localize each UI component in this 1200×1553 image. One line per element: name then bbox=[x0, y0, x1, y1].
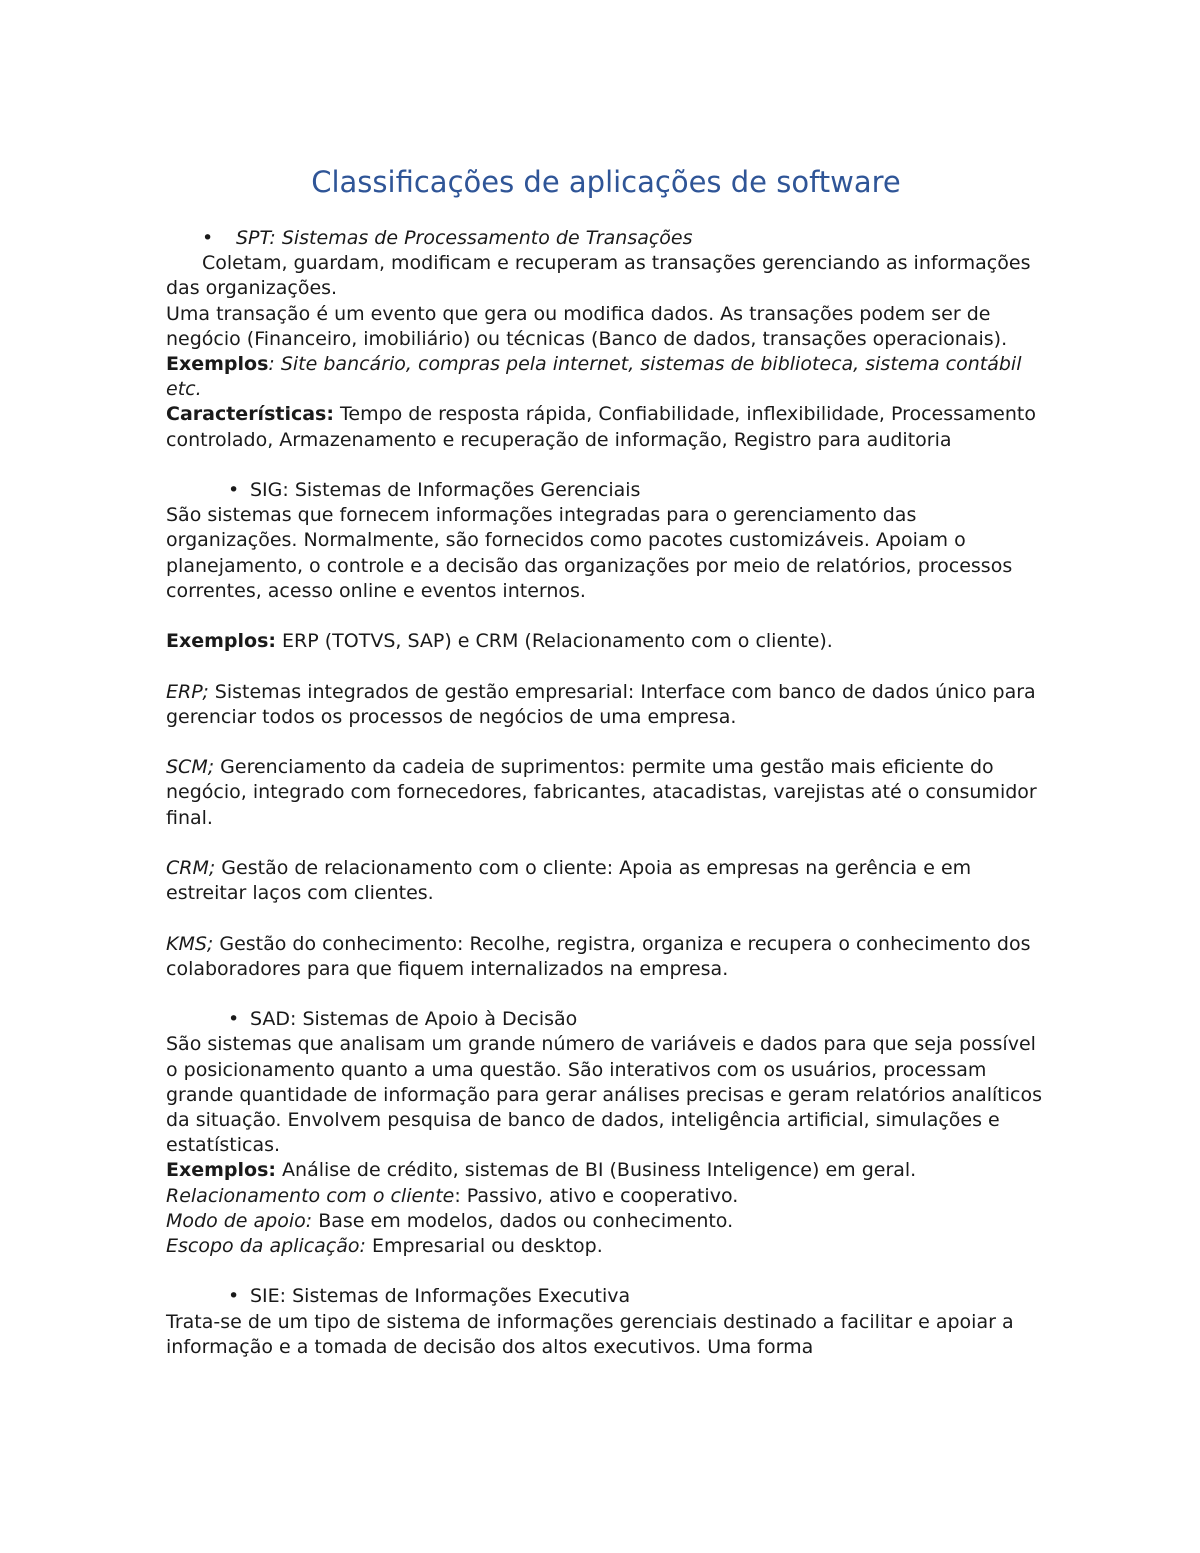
sad-modo bbox=[166, 1209, 1046, 1234]
sad-relacionamento bbox=[166, 1184, 1046, 1209]
sad-escopo-text: Empresarial ou desktop. bbox=[365, 1235, 603, 1258]
sie-paragraph-1: Trata-se de um tipo de sistema de informações gerenciais destinado a facilitar e apoiar a informação e a tomada de decisão dos altos executivos. Uma forma bbox=[166, 1310, 1014, 1358]
spt-heading bbox=[166, 226, 1046, 251]
sad-modo-text: Base em modelos, dados ou conhecimento. bbox=[312, 1209, 734, 1232]
sie-heading bbox=[166, 1284, 1046, 1309]
sad-heading bbox=[166, 1007, 1046, 1032]
spt-paragraph-1: Coletam, guardam, modificam e recuperam as transações gerenciando as informações das organizações. bbox=[166, 252, 1031, 300]
sad-escopo-label: Escopo da aplicação: bbox=[166, 1235, 366, 1258]
spt-features-text: Tempo de resposta rápida, Confiabilidade, inflexibilidade, Processamento controlado, Armazenamento e recuperação de informação, Registro para auditoria bbox=[166, 403, 1036, 451]
spt-paragraph-2: Uma transação é um evento que gera ou modifica dados. As transações podem ser de negócio (Financeiro, imobiliário) ou técnicas (Banco de dados, transações operacionais). bbox=[166, 302, 1008, 350]
sig-crm bbox=[166, 856, 1046, 906]
bullet-icon: • bbox=[228, 479, 240, 502]
sad-rel-text: : Passivo, ativo e cooperativo. bbox=[454, 1184, 739, 1207]
sig-scm-label: SCM; bbox=[166, 756, 215, 779]
sig-scm-text: Gerenciamento da cadeia de suprimentos: permite uma gestão mais eficiente do negócio, integrado com fornecedores, fabricantes, atacadistas, varejistas até o consumidor final. bbox=[166, 756, 1037, 829]
sig-heading bbox=[166, 478, 1046, 503]
sig-erp bbox=[166, 680, 1046, 730]
sig-scm bbox=[166, 755, 1046, 831]
sig-examples-text: ERP (TOTVS, SAP) e CRM (Relacionamento com o cliente). bbox=[276, 630, 833, 653]
sad-rel-label: Relacionamento com o cliente bbox=[166, 1184, 455, 1207]
spt-examples bbox=[166, 352, 1046, 402]
bullet-icon: • bbox=[202, 227, 214, 249]
sad-modo-label: Modo de apoio: bbox=[166, 1209, 313, 1232]
sig-crm-text: Gestão de relacionamento com o cliente: Apoia as empresas na gerência e em estreitar laços com clientes. bbox=[166, 857, 972, 905]
sad-examples-label: Exemplos: bbox=[166, 1159, 276, 1182]
sig-crm-label: CRM; bbox=[166, 857, 216, 879]
sig-kms-label: KMS; bbox=[166, 932, 214, 955]
bullet-icon: • bbox=[228, 1285, 240, 1308]
sad-heading-text: SAD: Sistemas de Apoio à Decisão bbox=[250, 1008, 578, 1031]
bullet-icon: • bbox=[228, 1008, 240, 1031]
sad-paragraph-1: São sistemas que analisam um grande número de variáveis e dados para que seja possível o posicionamento quanto a uma questão. São interativos com os usuários, processam grande quantidade de informação para gerar análises precisas e geram relatórios analíticos da situação. Envolvem pesquisa de banco de dados, inteligência artificial, simulações e estatísticas. bbox=[166, 1033, 1042, 1157]
spt-features bbox=[166, 402, 1046, 452]
spt-heading-text: SPT: Sistemas de Processamento de Transações bbox=[236, 227, 693, 249]
sig-kms-text: Gestão do conhecimento: Recolhe, registra, organiza e recupera o conhecimento dos colaboradores para que fiquem internalizados na empresa. bbox=[166, 932, 1031, 980]
sie-heading-text: SIE: Sistemas de Informações Executiva bbox=[250, 1285, 631, 1308]
sad-examples bbox=[166, 1158, 1046, 1183]
page-title: Classificações de aplicações de software bbox=[311, 165, 901, 199]
sig-heading-text: SIG: Sistemas de Informações Gerenciais bbox=[250, 479, 641, 502]
document-page bbox=[166, 160, 1046, 1360]
sig-examples-label: Exemplos: bbox=[166, 630, 276, 653]
sad-escopo bbox=[166, 1234, 1046, 1259]
sig-kms bbox=[166, 932, 1046, 982]
sad-examples-text: Análise de crédito, sistemas de BI (Business Inteligence) em geral. bbox=[276, 1159, 917, 1182]
spt-examples-text: : Site bancário, compras pela internet, sistemas de biblioteca, sistema contábil etc. bbox=[166, 353, 1022, 401]
sig-examples bbox=[166, 629, 1046, 654]
sig-erp-text: Sistemas integrados de gestão empresarial: Interface com banco de dados único para gerenciar todos os processos de negócios de uma empresa. bbox=[166, 680, 1036, 728]
sig-erp-label: ERP; bbox=[166, 680, 209, 703]
spt-examples-label: Exemplos bbox=[166, 353, 269, 376]
sig-paragraph-1: São sistemas que fornecem informações integradas para o gerenciamento das organizações. Normalmente, são fornecidos como pacotes customizáveis. Apoiam o planejamento, o controle e a decisão das organizações por meio de relatórios, processos correntes, acesso online e eventos internos. bbox=[166, 504, 1013, 602]
spt-features-label: Características: bbox=[166, 403, 334, 426]
